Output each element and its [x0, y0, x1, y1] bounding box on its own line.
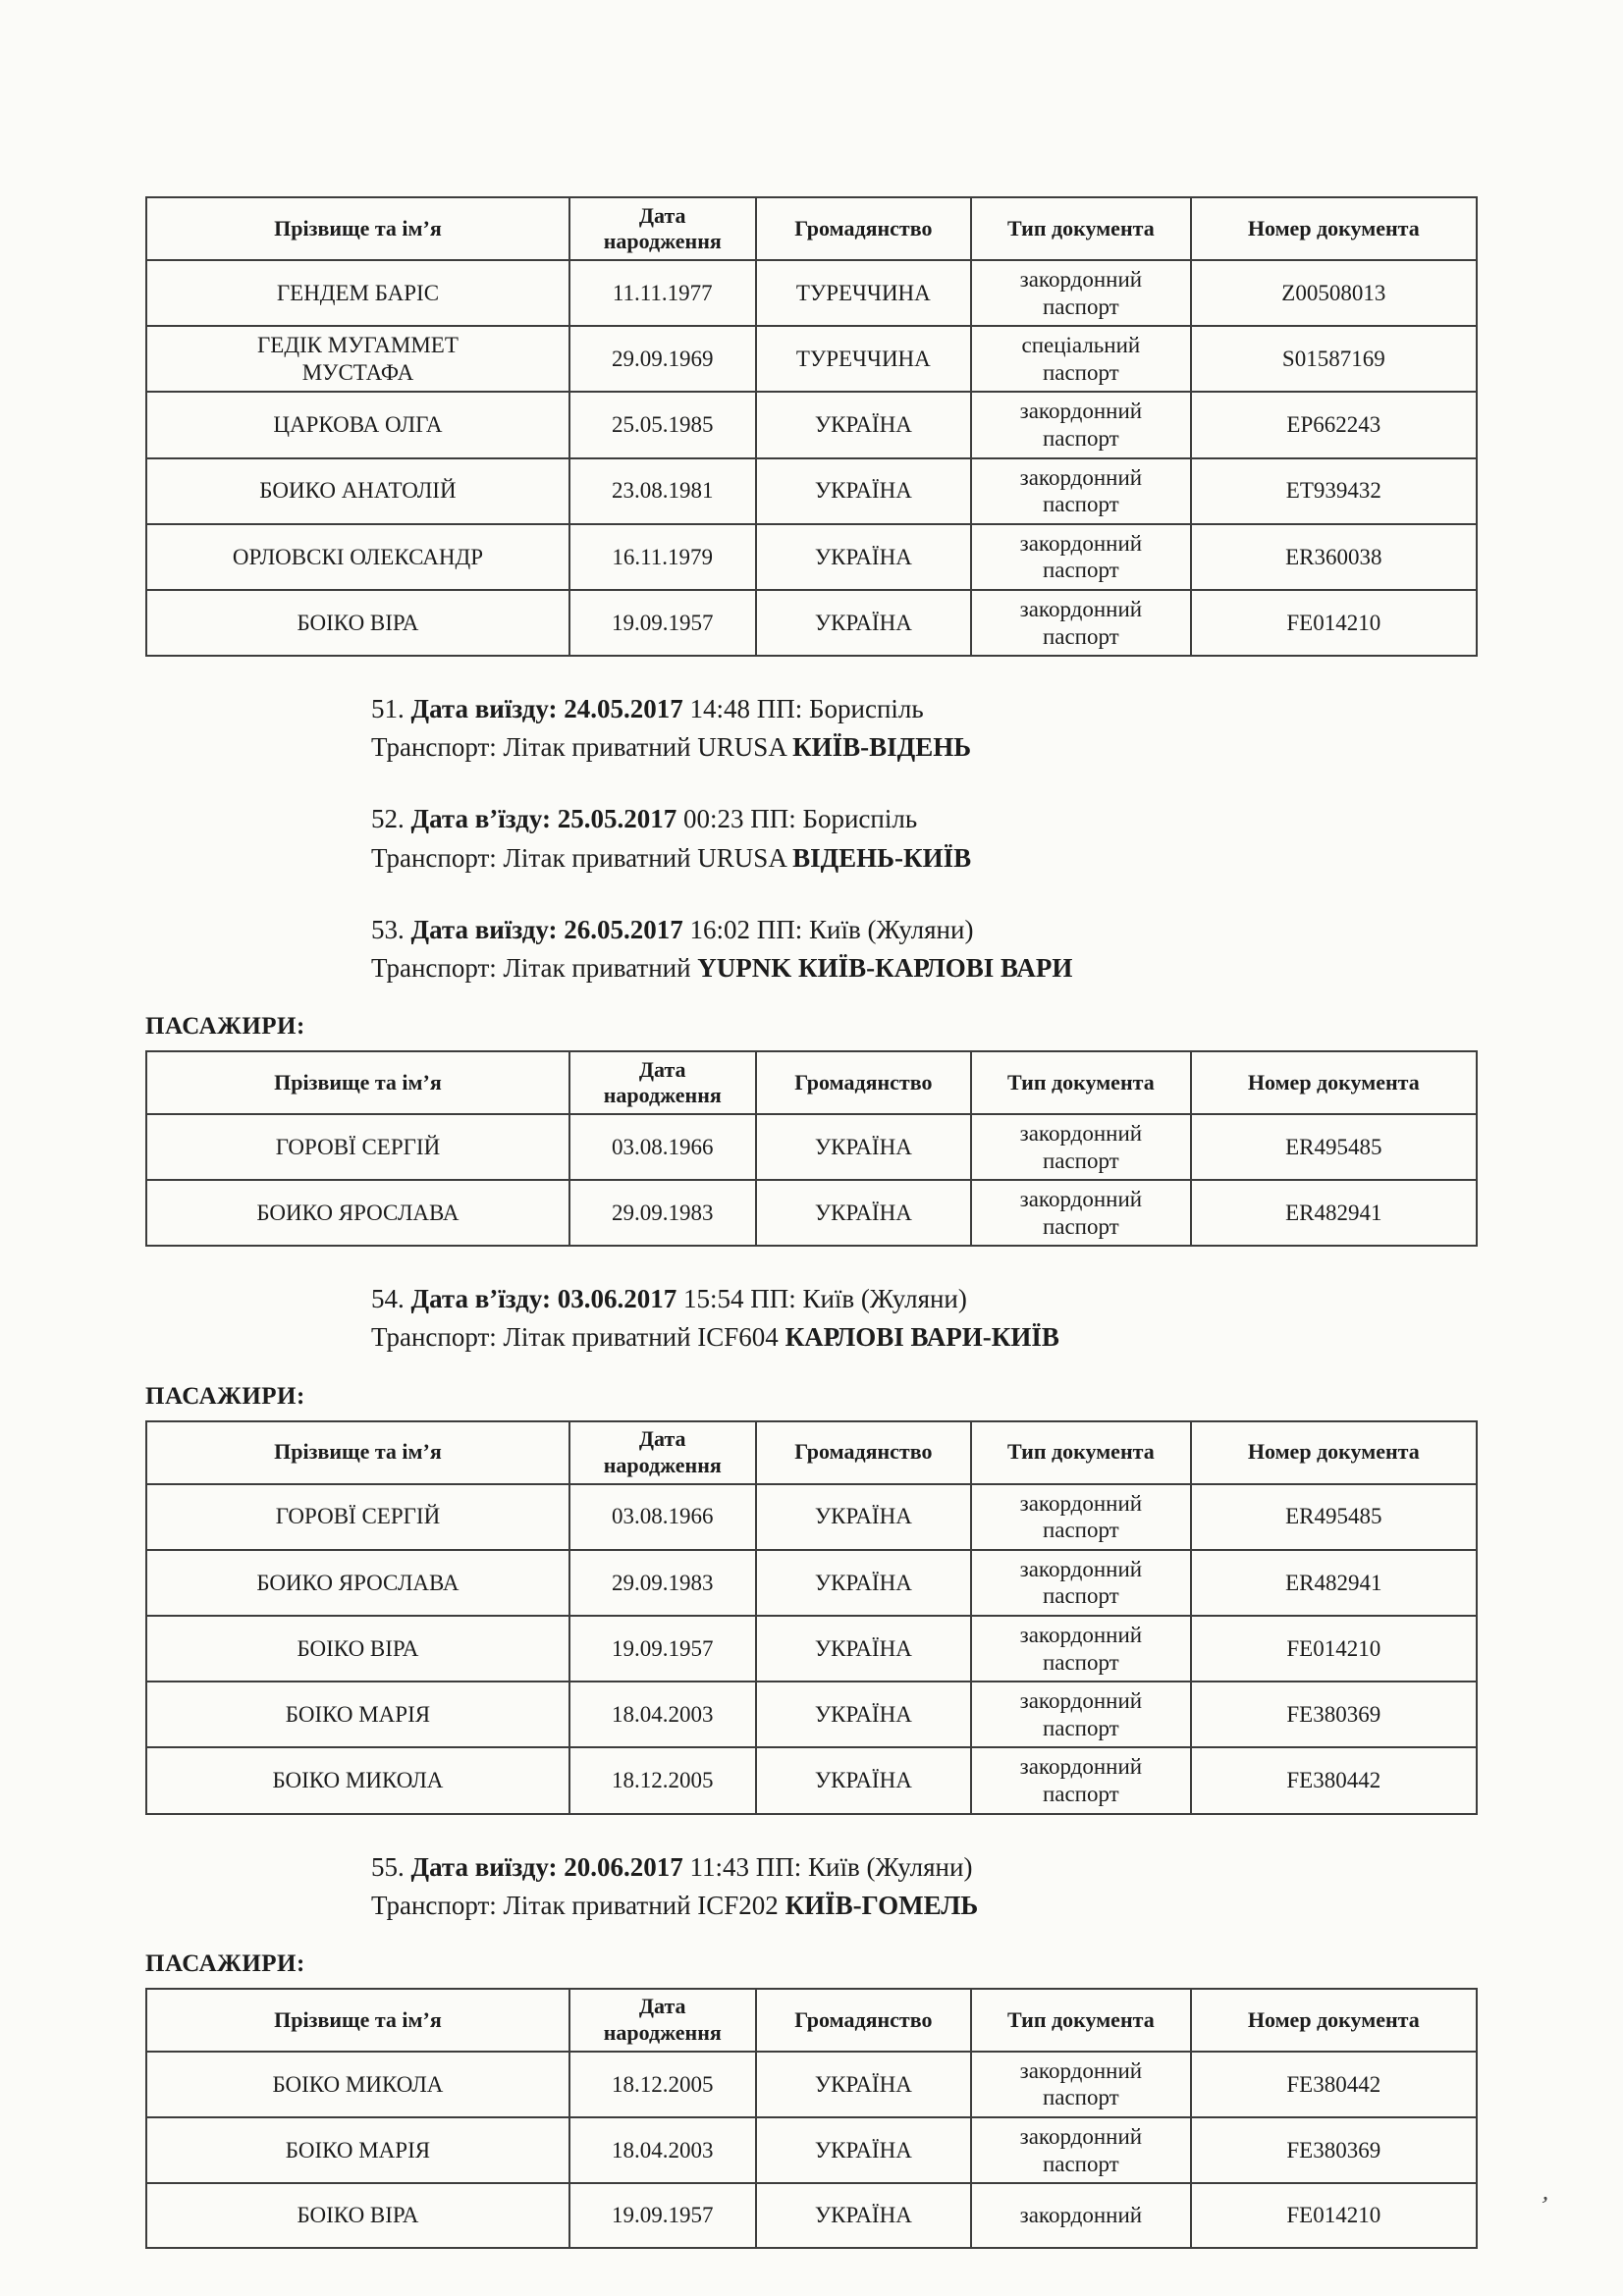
table-row: [146, 392, 1477, 457]
table-cell: БОІКО ВІРА: [146, 590, 569, 656]
passenger-table-3: [145, 1420, 1478, 1815]
table-cell: БОИКО ЯРОСЛАВА: [146, 1550, 569, 1616]
table-cell: закордонний: [971, 2183, 1191, 2248]
transport-text: Транспорт: Літак приватний ICF202: [371, 1890, 779, 1920]
table-row: [146, 1550, 1477, 1616]
table-cell: FE014210: [1191, 1616, 1477, 1682]
table-cell: 16.11.1979: [569, 524, 756, 590]
table-cell: 19.09.1957: [569, 2183, 756, 2248]
column-header: Номер документа: [1191, 1051, 1477, 1114]
table-row: [146, 260, 1477, 326]
table-cell: 25.05.1985: [569, 392, 756, 457]
column-header: Прізвище та ім’я: [146, 1051, 569, 1114]
table-cell: ГОРОВЇ СЕРГІЙ: [146, 1484, 569, 1550]
table-cell: закордонний паспорт: [971, 1484, 1191, 1550]
table-cell: УКРАЇНА: [756, 2183, 972, 2248]
table-row: [146, 2183, 1477, 2248]
table-cell: закордонний паспорт: [971, 1616, 1191, 1682]
table-cell: УКРАЇНА: [756, 392, 972, 457]
table-row: [146, 524, 1477, 590]
entry-heading: [371, 1280, 1478, 1318]
table-cell: УКРАЇНА: [756, 1747, 972, 1813]
table-cell: закордонний паспорт: [971, 1747, 1191, 1813]
table-cell: ГЕНДЕМ БАРІС: [146, 260, 569, 326]
entry-date: Дата виїзду: 24.05.2017: [410, 694, 683, 724]
table-cell: закордонний паспорт: [971, 260, 1191, 326]
table-row: [146, 1747, 1477, 1813]
table-cell: 18.04.2003: [569, 1682, 756, 1747]
column-header: Громадянство: [756, 1989, 972, 2052]
table-cell: ОРЛОВСКІ ОЛЕКСАНДР: [146, 524, 569, 590]
column-header: Дата народження: [569, 1051, 756, 1114]
travel-entry-55: [371, 1848, 1478, 1925]
table-cell: закордонний паспорт: [971, 1180, 1191, 1246]
travel-entry-54: [371, 1280, 1478, 1357]
table-cell: FE014210: [1191, 590, 1477, 656]
table-cell: БОІКО МИКОЛА: [146, 1747, 569, 1813]
table-cell: закордонний паспорт: [971, 1114, 1191, 1180]
table-cell: БОІКО МИКОЛА: [146, 2052, 569, 2117]
passengers-label: ПАСАЖИРИ:: [145, 1012, 305, 1040]
transport-text: Транспорт: Літак приватний: [371, 952, 691, 983]
transport-route: ВІДЕНЬ-КИЇВ: [792, 842, 972, 873]
entry-details: 16:02 ПП: Київ (Жуляни): [689, 914, 974, 944]
column-header: Прізвище та ім’я: [146, 1989, 569, 2052]
table-cell: 18.12.2005: [569, 2052, 756, 2117]
table-cell: FE014210: [1191, 2183, 1477, 2248]
entry-details: 14:48 ПП: Бориспіль: [689, 694, 924, 724]
table-cell: БОІКО МАРІЯ: [146, 2117, 569, 2183]
table-cell: 29.09.1969: [569, 326, 756, 392]
entry-date: Дата в’їзду: 25.05.2017: [410, 804, 677, 834]
table-cell: 03.08.1966: [569, 1114, 756, 1180]
passengers-label: ПАСАЖИРИ:: [145, 1949, 305, 1977]
passenger-table-1: [145, 196, 1478, 657]
entry-transport: [371, 1318, 1478, 1357]
table-cell: УКРАЇНА: [756, 1616, 972, 1682]
table-row: [146, 2052, 1477, 2117]
table-cell: 29.09.1983: [569, 1180, 756, 1246]
column-header: Тип документа: [971, 1989, 1191, 2052]
table-cell: ER495485: [1191, 1484, 1477, 1550]
table-cell: закордонний паспорт: [971, 2052, 1191, 2117]
table-cell: УКРАЇНА: [756, 1550, 972, 1616]
table-row: [146, 326, 1477, 392]
entry-details: 11:43 ПП: Київ (Жуляни): [689, 1851, 973, 1882]
column-header: Тип документа: [971, 1051, 1191, 1114]
entry-transport: [371, 1887, 1478, 1925]
entry-details: 00:23 ПП: Бориспіль: [682, 804, 918, 834]
table-cell: ER482941: [1191, 1550, 1477, 1616]
table-cell: УКРАЇНА: [756, 1114, 972, 1180]
column-header: Номер документа: [1191, 1989, 1477, 2052]
entry-date: Дата в’їзду: 03.06.2017: [410, 1284, 677, 1314]
column-header: Дата народження: [569, 1989, 756, 2052]
table-cell: БОИКО АНАТОЛІЙ: [146, 458, 569, 524]
entry-number: 51.: [371, 694, 405, 724]
column-header: Тип документа: [971, 1421, 1191, 1484]
table-header-row: [146, 197, 1477, 260]
table-cell: 03.08.1966: [569, 1484, 756, 1550]
table-cell: 11.11.1977: [569, 260, 756, 326]
table-cell: ГЕДІК МУГАММЕТ МУСТАФА: [146, 326, 569, 392]
table-cell: ET939432: [1191, 458, 1477, 524]
table-header-row: [146, 1051, 1477, 1114]
table-header-row: [146, 1421, 1477, 1484]
passengers-label: ПАСАЖИРИ:: [145, 1382, 305, 1410]
table-cell: БОІКО МАРІЯ: [146, 1682, 569, 1747]
travel-entry-51: [371, 690, 1478, 767]
transport-text: Транспорт: Літак приватний URUSA: [371, 842, 786, 873]
column-header: Громадянство: [756, 197, 972, 260]
transport-route: КИЇВ-ВІДЕНЬ: [792, 732, 972, 763]
transport-route: КАРЛОВІ ВАРИ-КИЇВ: [784, 1322, 1059, 1353]
table-cell: закордонний паспорт: [971, 392, 1191, 457]
table-cell: ТУРЕЧЧИНА: [756, 326, 972, 392]
table-cell: ER495485: [1191, 1114, 1477, 1180]
table-cell: закордонний паспорт: [971, 1550, 1191, 1616]
table-cell: 29.09.1983: [569, 1550, 756, 1616]
table-cell: УКРАЇНА: [756, 458, 972, 524]
table-cell: FE380369: [1191, 1682, 1477, 1747]
column-header: Номер документа: [1191, 1421, 1477, 1484]
transport-route: YUPNK КИЇВ-КАРЛОВІ ВАРИ: [697, 952, 1073, 983]
transport-text: Транспорт: Літак приватний ICF604: [371, 1322, 779, 1353]
table-cell: спеціальний паспорт: [971, 326, 1191, 392]
table-cell: 23.08.1981: [569, 458, 756, 524]
table-row: [146, 1180, 1477, 1246]
entry-date: Дата виїзду: 20.06.2017: [410, 1851, 683, 1882]
column-header: Громадянство: [756, 1051, 972, 1114]
table-cell: ER482941: [1191, 1180, 1477, 1246]
column-header: Дата народження: [569, 1421, 756, 1484]
column-header: Прізвище та ім’я: [146, 1421, 569, 1484]
entry-date: Дата виїзду: 26.05.2017: [410, 914, 683, 944]
table-row: [146, 1114, 1477, 1180]
table-cell: FE380369: [1191, 2117, 1477, 2183]
entry-details: 15:54 ПП: Київ (Жуляни): [682, 1284, 967, 1314]
table-cell: УКРАЇНА: [756, 1682, 972, 1747]
table-cell: Z00508013: [1191, 260, 1477, 326]
table-cell: УКРАЇНА: [756, 1484, 972, 1550]
passenger-table-2: [145, 1050, 1478, 1247]
entry-number: 53.: [371, 914, 405, 944]
entry-heading: [371, 911, 1478, 949]
table-header-row: [146, 1989, 1477, 2052]
entry-transport: [371, 949, 1478, 988]
table-cell: ЦАРКОВА ОЛГА: [146, 392, 569, 457]
table-cell: закордонний паспорт: [971, 1682, 1191, 1747]
transport-text: Транспорт: Літак приватний URUSA: [371, 732, 786, 763]
table-cell: УКРАЇНА: [756, 2117, 972, 2183]
table-cell: 18.04.2003: [569, 2117, 756, 2183]
table-cell: УКРАЇНА: [756, 590, 972, 656]
table-cell: 19.09.1957: [569, 1616, 756, 1682]
table-row: [146, 1682, 1477, 1747]
column-header: Номер документа: [1191, 197, 1477, 260]
entry-number: 55.: [371, 1851, 405, 1882]
scan-artifact: ’: [1537, 2190, 1551, 2220]
table-cell: БОІКО ВІРА: [146, 2183, 569, 2248]
table-cell: закордонний паспорт: [971, 458, 1191, 524]
table-cell: EP662243: [1191, 392, 1477, 457]
table-cell: FE380442: [1191, 2052, 1477, 2117]
table-cell: FE380442: [1191, 1747, 1477, 1813]
table-cell: УКРАЇНА: [756, 524, 972, 590]
table-row: [146, 1616, 1477, 1682]
column-header: Дата народження: [569, 197, 756, 260]
entry-heading: [371, 800, 1478, 838]
table-cell: 19.09.1957: [569, 590, 756, 656]
table-cell: закордонний паспорт: [971, 524, 1191, 590]
column-header: Прізвище та ім’я: [146, 197, 569, 260]
column-header: Тип документа: [971, 197, 1191, 260]
table-cell: 18.12.2005: [569, 1747, 756, 1813]
transport-route: КИЇВ-ГОМЕЛЬ: [784, 1890, 979, 1920]
table-row: [146, 458, 1477, 524]
table-row: [146, 590, 1477, 656]
entry-heading: [371, 1848, 1478, 1887]
passenger-table-4: [145, 1988, 1478, 2249]
table-cell: УКРАЇНА: [756, 2052, 972, 2117]
table-row: [146, 1484, 1477, 1550]
travel-entry-52: [371, 800, 1478, 877]
table-cell: закордонний паспорт: [971, 590, 1191, 656]
entry-transport: [371, 728, 1478, 767]
table-cell: БОІКО ВІРА: [146, 1616, 569, 1682]
table-row: [146, 2117, 1477, 2183]
table-cell: ER360038: [1191, 524, 1477, 590]
entry-number: 52.: [371, 804, 405, 834]
travel-entry-53: [371, 911, 1478, 988]
entry-number: 54.: [371, 1284, 405, 1314]
column-header: Громадянство: [756, 1421, 972, 1484]
table-cell: S01587169: [1191, 326, 1477, 392]
entry-heading: [371, 690, 1478, 728]
table-cell: УКРАЇНА: [756, 1180, 972, 1246]
table-cell: ТУРЕЧЧИНА: [756, 260, 972, 326]
table-cell: закордонний паспорт: [971, 2117, 1191, 2183]
table-cell: ГОРОВЇ СЕРГІЙ: [146, 1114, 569, 1180]
table-cell: БОИКО ЯРОСЛАВА: [146, 1180, 569, 1246]
entry-transport: [371, 839, 1478, 878]
